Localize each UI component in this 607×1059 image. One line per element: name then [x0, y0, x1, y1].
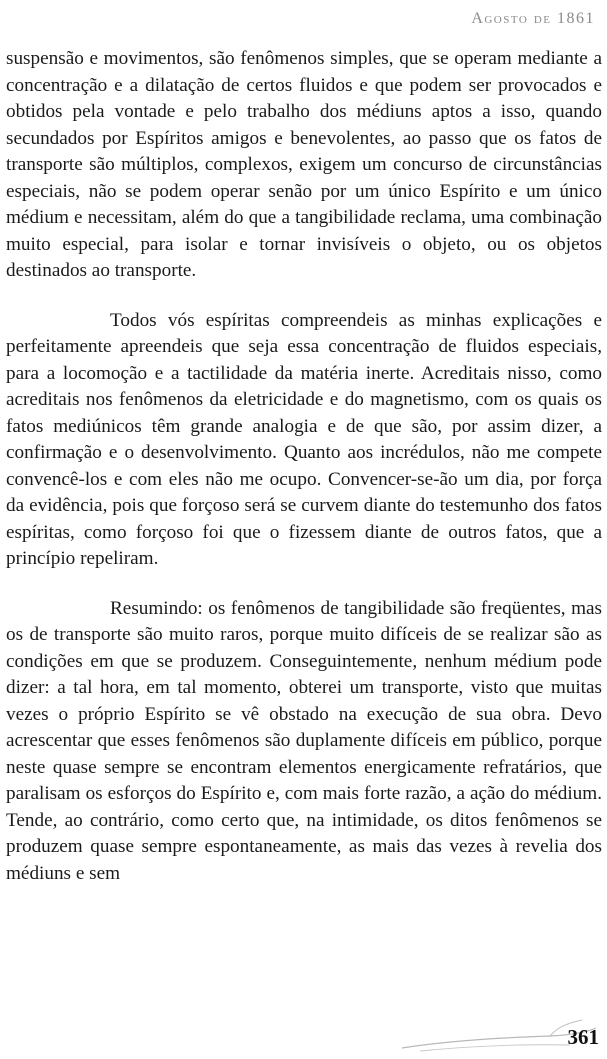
- paragraph-continuation: suspensão e movimentos, são fenômenos simples, que se operam mediante a concentração e a dilatação de certos fluidos e que podem ser provocados e obtidos pela vontade e pelo trabalho dos médiuns aptos a isso, quando secundados por Espíritos amigos e benevolentes, ao passo que os fatos de transporte são múltiplos, complexos, exigem um concurso de circunstâncias especiais, não se podem operar senão por um único Espírito e um único médium e necessitam, além do que a tangibilidade reclama, uma combinação muito especial, para isolar e tornar invisíveis o objeto, ou os objetos destinados ao transporte.: [6, 48, 602, 281]
- page-number: 361: [567, 1025, 599, 1049]
- page-footer: [0, 1018, 607, 1059]
- paragraph-resumindo: Resumindo: os fenômenos de tangibilidade são freqüentes, mas os de transporte são muito raros, porque muito difíceis de se realizar são as condições em que se produzem. Conseguintemente, nenhum médium pode dizer: a tal hora, em tal momento, obterei um transporte, visto que muitas vezes o próprio Espírito se vê obstado na execução de sua obra. Devo acrescentar que esses fenômenos são duplamente difíceis em público, porque neste quase sempre se encontram elementos energicamente refratários, que paralisam os esforços do Espírito e, com mais forte razão, a ação do médium. Tende, ao contrário, como certo que, na intimidade, os ditos fenômenos se produzem quase sempre espontaneamente, as mais das vezes à revelia dos médiuns e sem: [6, 597, 602, 884]
- paragraph-espiritas: Todos vós espíritas compreendeis as minhas explicações e perfeitamente apreendeis que seja essa concentração de fluidos especiais, para a locomoção e a tactilidade da matéria inerte. Acreditais nisso, como acreditais nos fenômenos da eletricidade e do magnetismo, com os quais os fatos mediúnicos têm grande analogia e de que são, por assim dizer, a confirmação e o desenvolvimento. Quanto aos incrédulos, não me compete convencê-los e com eles não me ocupo. Convencer-se-ão um dia, por força da evidência, pois que forçoso será se curvem diante do testemunho dos fatos espíritas, como forçoso foi que o fizessem diante de outros fatos, que a princípio repeliram.: [6, 309, 602, 569]
- page-body: [6, 46, 602, 910]
- running-header: Agosto de 1861: [471, 10, 595, 27]
